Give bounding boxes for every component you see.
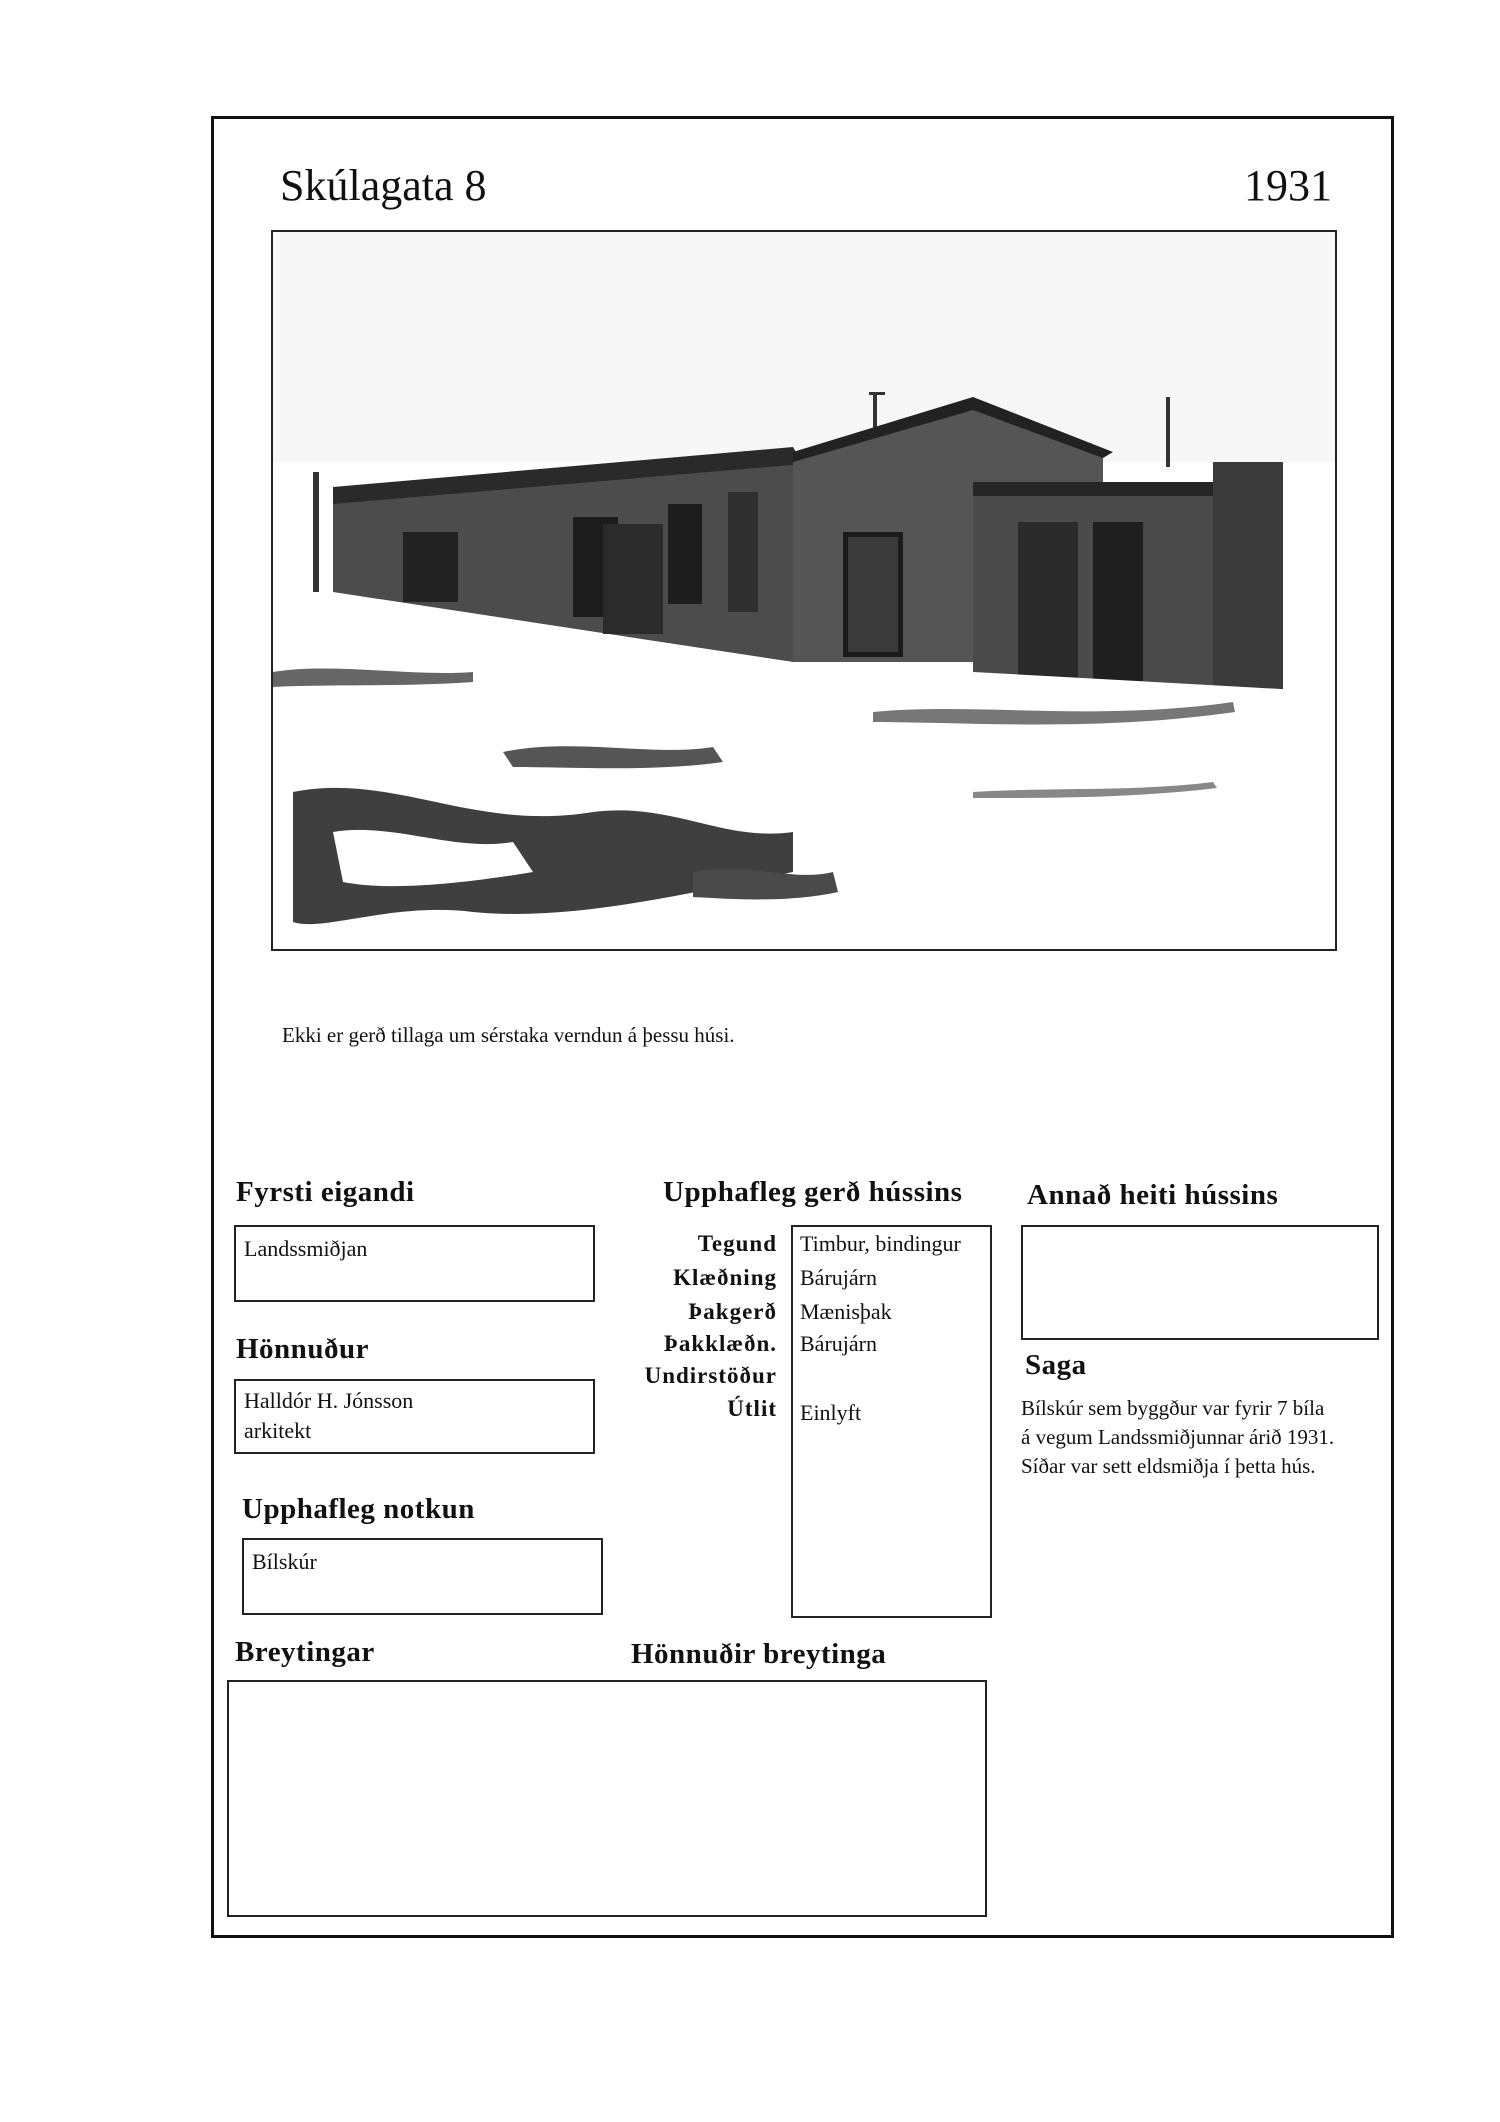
- original-use-box: [242, 1538, 603, 1615]
- street-title: Skúlagata 8: [280, 161, 487, 210]
- original-use-heading: Upphafleg notkun: [242, 1493, 475, 1525]
- original-type-heading: Upphafleg gerð hússins: [663, 1176, 963, 1208]
- history-line: Síðar var sett eldsmiðja í þetta hús.: [1021, 1454, 1316, 1478]
- label-thakgerd: Þakgerð: [688, 1299, 777, 1324]
- history-line: á vegum Landssmiðjunnar árið 1931.: [1021, 1425, 1335, 1449]
- designer-name: Halldór H. Jónsson: [244, 1388, 414, 1413]
- history-line: Bílskúr sem byggður var fyrir 7 bíla: [1021, 1396, 1325, 1420]
- designer-title: arkitekt: [244, 1418, 312, 1443]
- other-name-heading: Annað heiti hússins: [1027, 1179, 1279, 1211]
- change-designers-heading: Hönnuðir breytinga: [631, 1638, 887, 1670]
- first-owner-value: Landssmiðjan: [244, 1236, 368, 1261]
- building-photo: [271, 230, 1337, 951]
- building-photo-illustration: [273, 232, 1335, 949]
- value-klaedning: Bárujárn: [800, 1265, 877, 1290]
- year-title: 1931: [1244, 161, 1332, 210]
- value-thakgerd: Mænisþak: [800, 1299, 892, 1324]
- label-klaedning: Klæðning: [673, 1265, 777, 1290]
- changes-box: [227, 1680, 987, 1917]
- value-thakklaedning: Bárujárn: [800, 1331, 877, 1356]
- label-tegund: Tegund: [697, 1231, 777, 1256]
- first-owner-box: [234, 1225, 595, 1302]
- first-owner-heading: Fyrsti eigandi: [236, 1176, 415, 1208]
- label-utlit: Útlit: [727, 1396, 777, 1421]
- original-use-value: Bílskúr: [252, 1549, 317, 1574]
- value-utlit: Einlyft: [800, 1400, 862, 1425]
- designer-heading: Hönnuður: [236, 1333, 369, 1365]
- label-thakklaedning: Þakklæðn.: [663, 1331, 777, 1356]
- label-undirstodur: Undirstöður: [644, 1363, 777, 1388]
- other-name-box: [1021, 1225, 1379, 1340]
- preservation-note: Ekki er gerð tillaga um sérstaka verndun á þessu húsi.: [282, 1023, 735, 1047]
- designer-box: [234, 1379, 595, 1454]
- changes-heading: Breytingar: [235, 1636, 375, 1668]
- history-text: [1021, 1394, 1391, 1481]
- history-heading: Saga: [1025, 1349, 1087, 1381]
- value-tegund: Timbur, bindingur: [800, 1231, 961, 1256]
